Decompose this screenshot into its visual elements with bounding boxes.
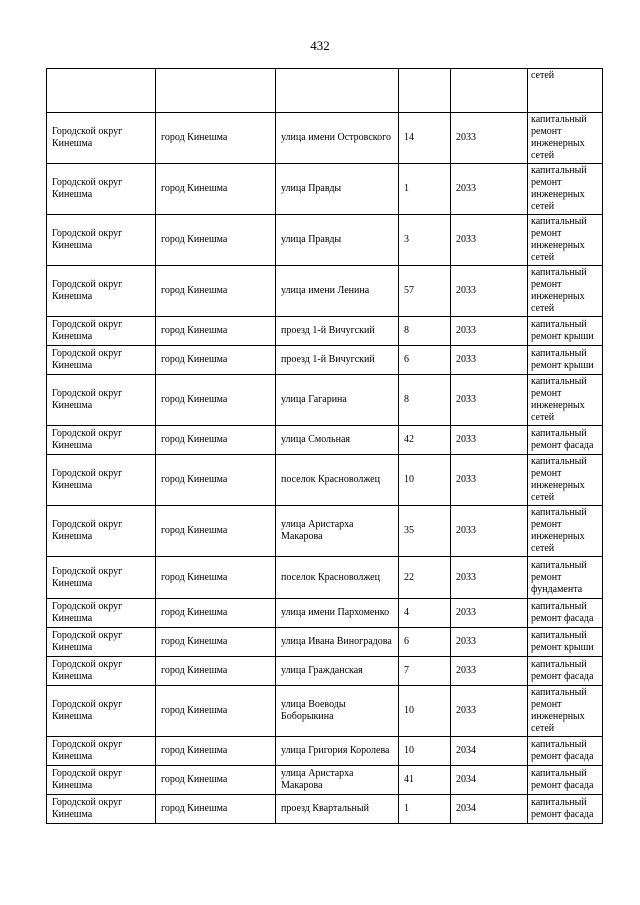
cell-district: Городской округ Кинешма bbox=[47, 346, 156, 375]
cell-city: город Кинешма bbox=[156, 766, 276, 795]
table-row bbox=[47, 557, 603, 599]
cell-district: Городской округ Кинешма bbox=[47, 686, 156, 737]
cell-street: улица Смольная bbox=[276, 426, 399, 455]
cell-district: Городской округ Кинешма bbox=[47, 426, 156, 455]
cell-street: улица Правды bbox=[276, 215, 399, 266]
cell-number: 57 bbox=[399, 266, 451, 317]
cell-work: капитальный ремонт инженерных сетей bbox=[528, 215, 603, 266]
table-row bbox=[47, 266, 603, 317]
cell-number: 3 bbox=[399, 215, 451, 266]
cell-district: Городской округ Кинешма bbox=[47, 317, 156, 346]
table-row bbox=[47, 69, 603, 113]
cell-work: капитальный ремонт фасада bbox=[528, 795, 603, 824]
cell-number: 8 bbox=[399, 375, 451, 426]
table-row bbox=[47, 215, 603, 266]
cell-work: капитальный ремонт крыши bbox=[528, 346, 603, 375]
cell-city: город Кинешма bbox=[156, 795, 276, 824]
table-row bbox=[47, 164, 603, 215]
cell-year bbox=[451, 69, 528, 113]
cell-street: улица имени Пархоменко bbox=[276, 599, 399, 628]
cell-year: 2033 bbox=[451, 686, 528, 737]
cell-street: улица имени Ленина bbox=[276, 266, 399, 317]
cell-district: Городской округ Кинешма bbox=[47, 557, 156, 599]
cell-number: 35 bbox=[399, 506, 451, 557]
table-row bbox=[47, 455, 603, 506]
cell-street: проезд Квартальный bbox=[276, 795, 399, 824]
cell-number: 4 bbox=[399, 599, 451, 628]
cell-number: 8 bbox=[399, 317, 451, 346]
cell-work: капитальный ремонт крыши bbox=[528, 317, 603, 346]
cell-work: капитальный ремонт фундамента bbox=[528, 557, 603, 599]
cell-work: капитальный ремонт фасада bbox=[528, 766, 603, 795]
cell-work: капитальный ремонт инженерных сетей bbox=[528, 266, 603, 317]
cell-number: 6 bbox=[399, 346, 451, 375]
cell-year: 2033 bbox=[451, 426, 528, 455]
cell-year: 2033 bbox=[451, 506, 528, 557]
cell-number: 41 bbox=[399, 766, 451, 795]
cell-work: капитальный ремонт фасада bbox=[528, 426, 603, 455]
table-row bbox=[47, 426, 603, 455]
cell-number: 10 bbox=[399, 737, 451, 766]
cell-city: город Кинешма bbox=[156, 557, 276, 599]
cell-street: улица Аристарха Макарова bbox=[276, 506, 399, 557]
cell-number: 1 bbox=[399, 164, 451, 215]
cell-city: город Кинешма bbox=[156, 657, 276, 686]
cell-street: поселок Красноволжец bbox=[276, 455, 399, 506]
cell-street: проезд 1-й Вичугский bbox=[276, 317, 399, 346]
cell-district: Городской округ Кинешма bbox=[47, 113, 156, 164]
cell-year: 2033 bbox=[451, 317, 528, 346]
cell-district: Городской округ Кинешма bbox=[47, 506, 156, 557]
cell-district: Городской округ Кинешма bbox=[47, 628, 156, 657]
cell-work: капитальный ремонт инженерных сетей bbox=[528, 686, 603, 737]
cell-year: 2034 bbox=[451, 766, 528, 795]
cell-street: улица Ивана Виноградова bbox=[276, 628, 399, 657]
cell-number: 7 bbox=[399, 657, 451, 686]
cell-city: город Кинешма bbox=[156, 599, 276, 628]
cell-city bbox=[156, 69, 276, 113]
table-row bbox=[47, 599, 603, 628]
cell-city: город Кинешма bbox=[156, 737, 276, 766]
cell-street: улица Гагарина bbox=[276, 375, 399, 426]
cell-street: улица Правды bbox=[276, 164, 399, 215]
cell-year: 2034 bbox=[451, 795, 528, 824]
cell-city: город Кинешма bbox=[156, 346, 276, 375]
cell-number bbox=[399, 69, 451, 113]
table-row bbox=[47, 346, 603, 375]
cell-work: сетей bbox=[528, 69, 603, 113]
cell-district: Городской округ Кинешма bbox=[47, 455, 156, 506]
cell-year: 2033 bbox=[451, 657, 528, 686]
cell-number: 6 bbox=[399, 628, 451, 657]
table-body bbox=[47, 69, 603, 824]
cell-work: капитальный ремонт инженерных сетей bbox=[528, 455, 603, 506]
cell-work: капитальный ремонт инженерных сетей bbox=[528, 113, 603, 164]
table-row bbox=[47, 686, 603, 737]
cell-year: 2033 bbox=[451, 266, 528, 317]
cell-number: 42 bbox=[399, 426, 451, 455]
cell-street: улица Воеводы Боборыкина bbox=[276, 686, 399, 737]
cell-city: город Кинешма bbox=[156, 426, 276, 455]
cell-street: улица Григория Королева bbox=[276, 737, 399, 766]
cell-work: капитальный ремонт фасада bbox=[528, 657, 603, 686]
cell-street: улица имени Островского bbox=[276, 113, 399, 164]
cell-street: улица Гражданская bbox=[276, 657, 399, 686]
cell-city: город Кинешма bbox=[156, 375, 276, 426]
cell-year: 2033 bbox=[451, 113, 528, 164]
cell-year: 2033 bbox=[451, 557, 528, 599]
table-row bbox=[47, 375, 603, 426]
cell-year: 2033 bbox=[451, 215, 528, 266]
cell-district bbox=[47, 69, 156, 113]
housing-repair-table bbox=[46, 68, 603, 824]
cell-work: капитальный ремонт фасада bbox=[528, 599, 603, 628]
table-row bbox=[47, 795, 603, 824]
cell-work: капитальный ремонт инженерных сетей bbox=[528, 375, 603, 426]
cell-year: 2033 bbox=[451, 346, 528, 375]
cell-district: Городской округ Кинешма bbox=[47, 215, 156, 266]
cell-city: город Кинешма bbox=[156, 266, 276, 317]
cell-city: город Кинешма bbox=[156, 455, 276, 506]
cell-street bbox=[276, 69, 399, 113]
cell-number: 22 bbox=[399, 557, 451, 599]
cell-year: 2033 bbox=[451, 599, 528, 628]
cell-district: Городской округ Кинешма bbox=[47, 766, 156, 795]
cell-number: 10 bbox=[399, 455, 451, 506]
table-row bbox=[47, 506, 603, 557]
table-row bbox=[47, 317, 603, 346]
cell-street: улица Аристарха Макарова bbox=[276, 766, 399, 795]
cell-year: 2034 bbox=[451, 737, 528, 766]
cell-city: город Кинешма bbox=[156, 686, 276, 737]
cell-district: Городской округ Кинешма bbox=[47, 375, 156, 426]
cell-city: город Кинешма bbox=[156, 628, 276, 657]
cell-district: Городской округ Кинешма bbox=[47, 657, 156, 686]
table-row bbox=[47, 657, 603, 686]
cell-city: город Кинешма bbox=[156, 215, 276, 266]
cell-work: капитальный ремонт фасада bbox=[528, 737, 603, 766]
cell-city: город Кинешма bbox=[156, 113, 276, 164]
cell-number: 14 bbox=[399, 113, 451, 164]
cell-work: капитальный ремонт инженерных сетей bbox=[528, 506, 603, 557]
page-number: 432 bbox=[310, 38, 330, 53]
cell-district: Городской округ Кинешма bbox=[47, 266, 156, 317]
table-row bbox=[47, 766, 603, 795]
cell-district: Городской округ Кинешма bbox=[47, 599, 156, 628]
cell-district: Городской округ Кинешма bbox=[47, 737, 156, 766]
cell-district: Городской округ Кинешма bbox=[47, 164, 156, 215]
cell-city: город Кинешма bbox=[156, 506, 276, 557]
cell-number: 1 bbox=[399, 795, 451, 824]
cell-year: 2033 bbox=[451, 375, 528, 426]
table-row bbox=[47, 737, 603, 766]
table-row bbox=[47, 628, 603, 657]
cell-year: 2033 bbox=[451, 164, 528, 215]
cell-number: 10 bbox=[399, 686, 451, 737]
table-row bbox=[47, 113, 603, 164]
cell-work: капитальный ремонт инженерных сетей bbox=[528, 164, 603, 215]
cell-year: 2033 bbox=[451, 628, 528, 657]
cell-street: поселок Красноволжец bbox=[276, 557, 399, 599]
cell-city: город Кинешма bbox=[156, 317, 276, 346]
cell-district: Городской округ Кинешма bbox=[47, 795, 156, 824]
cell-street: проезд 1-й Вичугский bbox=[276, 346, 399, 375]
cell-work: капитальный ремонт крыши bbox=[528, 628, 603, 657]
cell-year: 2033 bbox=[451, 455, 528, 506]
cell-city: город Кинешма bbox=[156, 164, 276, 215]
